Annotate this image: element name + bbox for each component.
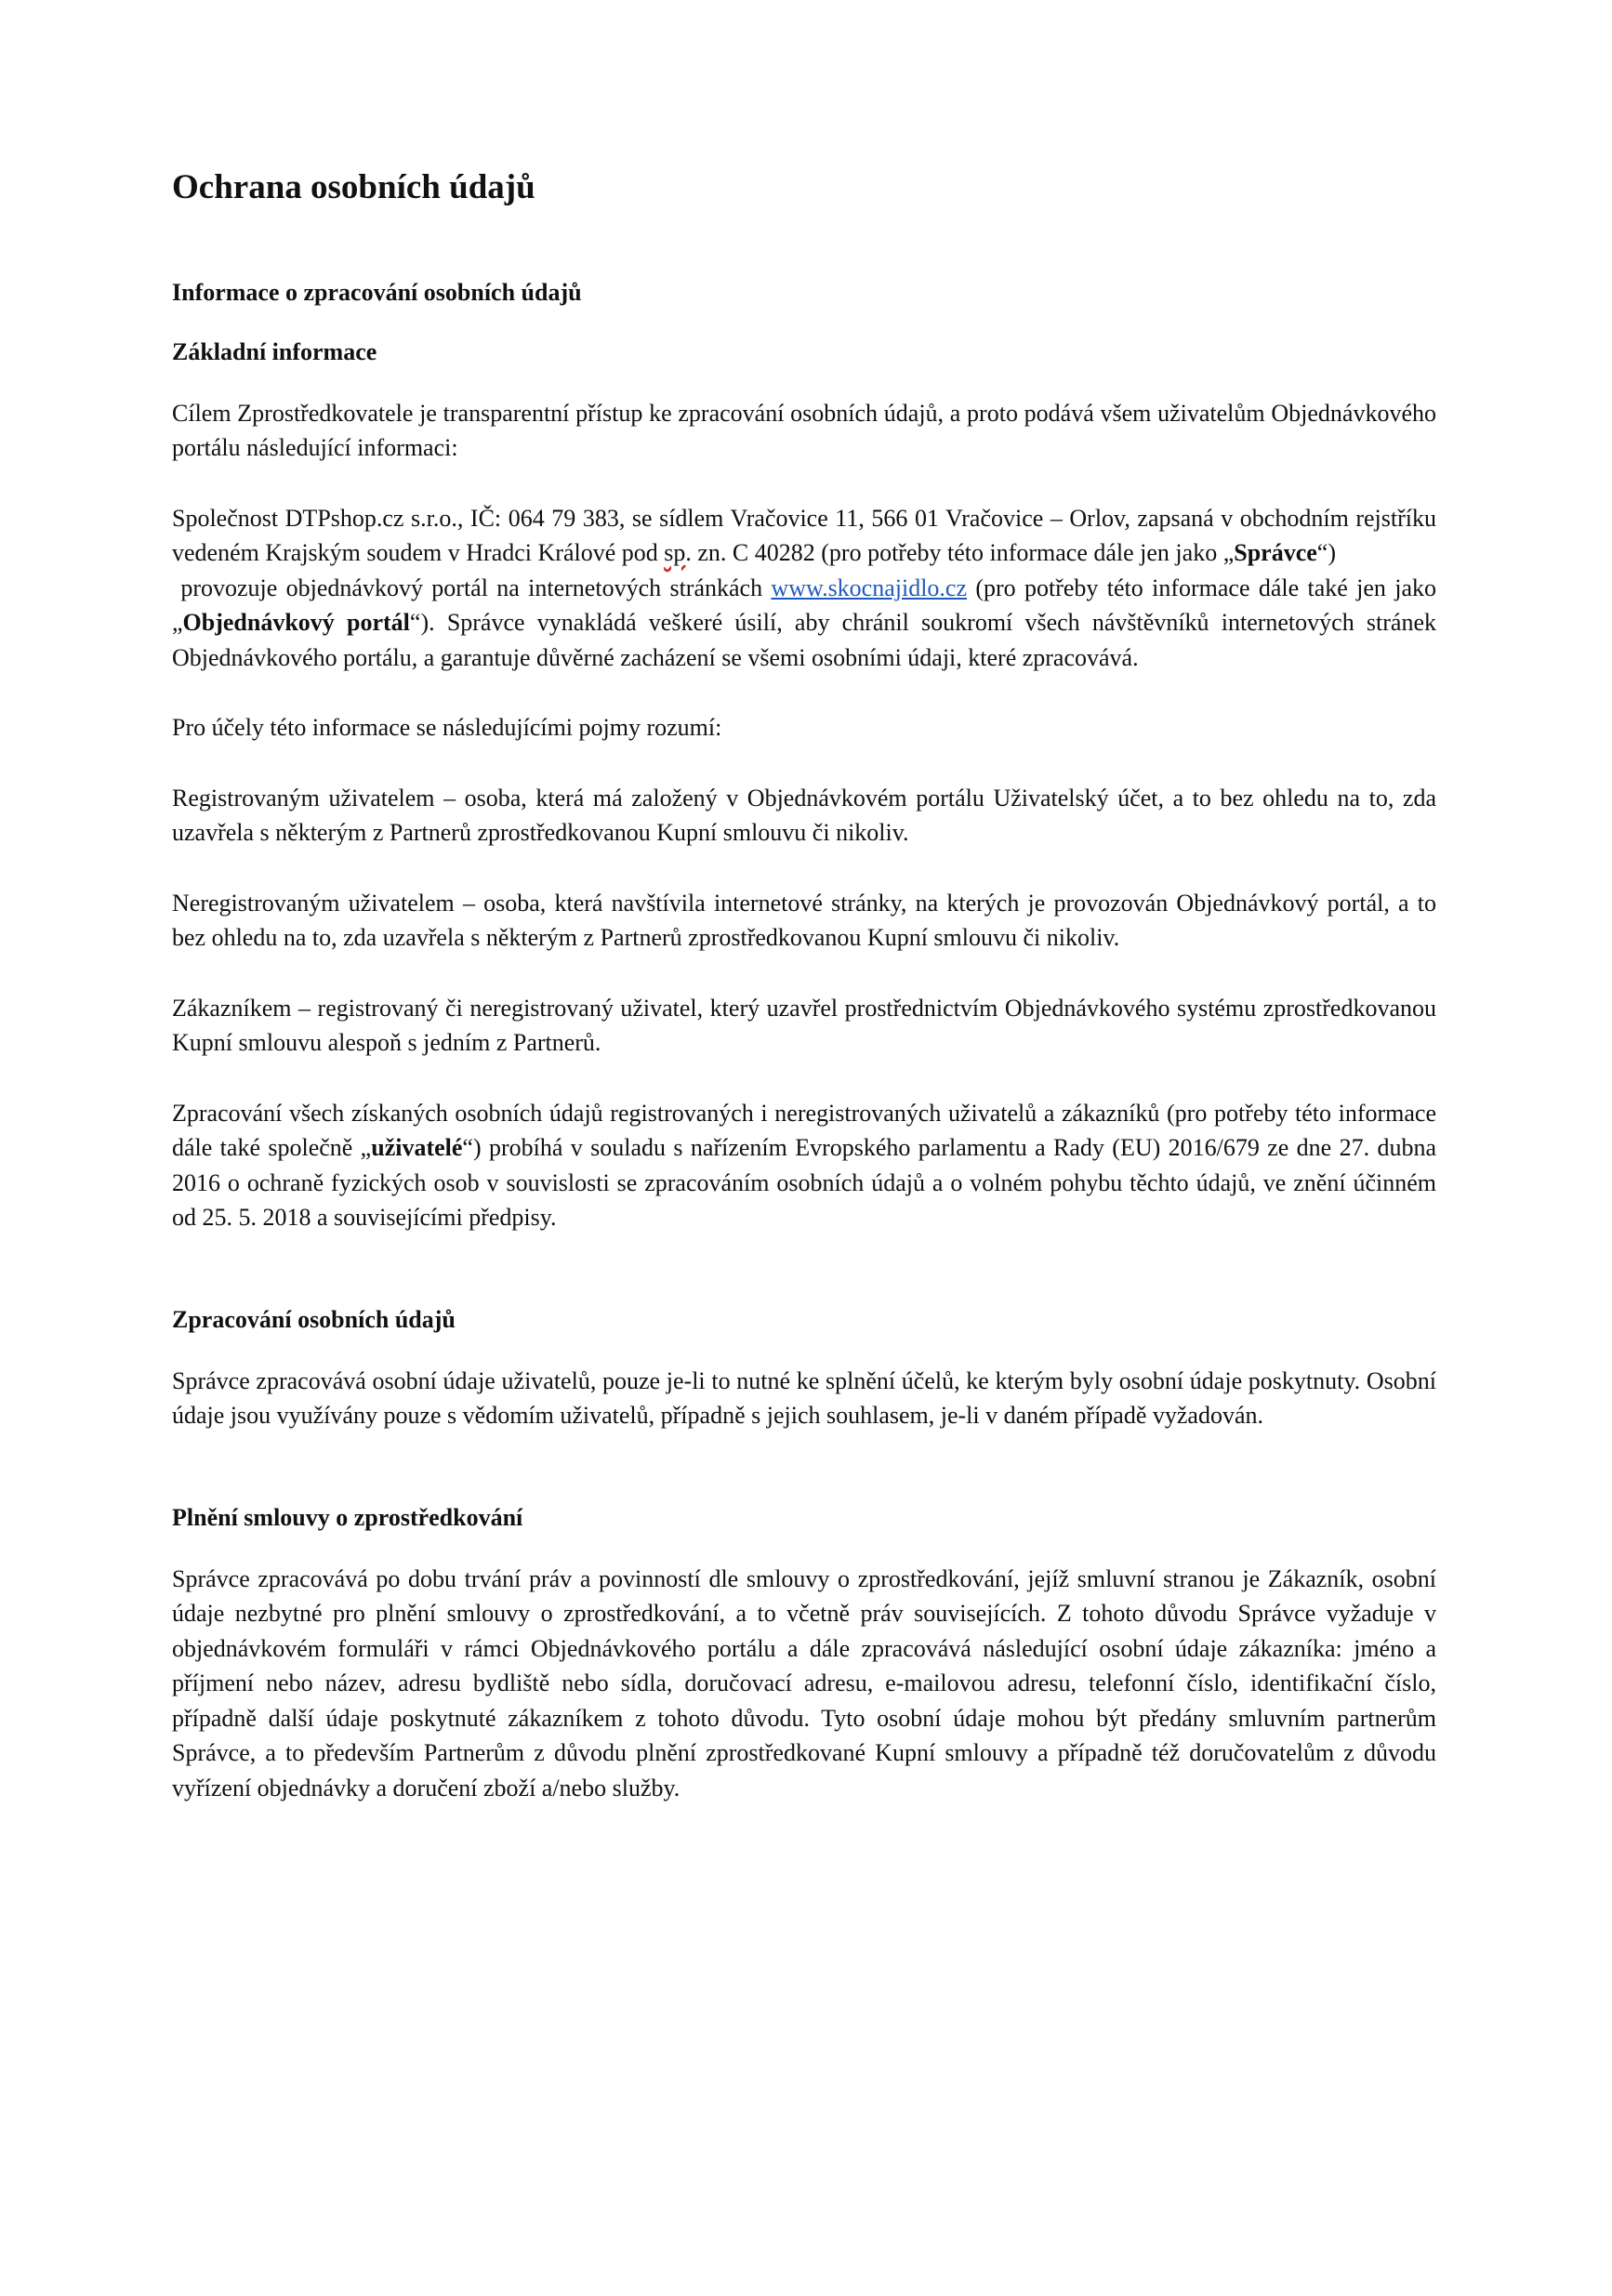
terms-intro-paragraph: Pro účely této informace se následujícími pojmy rozumí:: [172, 714, 722, 742]
portal-paragraph: [172, 571, 1436, 676]
page-title: Ochrana osobních údajů: [172, 168, 535, 206]
definition-customer: Zákazníkem – registrovaný či neregistrovaný uživatel, který uzavřel prostřednictvím Objednávkového systému zprostředkovanou Kupní smlouvu alespoň s jedním z Partnerů.: [172, 994, 1436, 1057]
company-text-a: Společnost DTPshop.cz s.r.o., IČ: 064 79 383, se sídlem Vračovice 11, 566 01 Vračovice – Orlov, zapsaná v obchodním rejstříku vedeném Krajským soudem v Hradci Králové pod: [172, 504, 1436, 567]
portal-link[interactable]: www.skocnajidlo.cz: [771, 574, 968, 601]
definition-unregistered: Neregistrovaným uživatelem – osoba, která navštívila internetové stránky, na kterých je provozován Objednávkový portál, a to bez ohledu na to, zda uzavřela s některým z Partnerů zprostředkovanou Kupní smlouvu či nikoliv.: [172, 889, 1436, 952]
company-text-b: . zn. C 40282 (pro potřeby této informace dále jen jako „: [685, 539, 1235, 567]
term-spravce: Správce: [1234, 539, 1317, 567]
portal-text-c: “). Správce vynakládá veškeré úsilí, aby chránil soukromí všech návštěvníků internetových stránek Objednávkového portálu, a garantuje důvěrné zacházení se všemi osobními údaji, které zpracovává.: [172, 609, 1436, 671]
contract-paragraph: Správce zpracovává po dobu trvání práv a povinností dle smlouvy o zprostředkování, jejíž smluvní stranou je Zákazník, osobní údaje nezbytné pro plnění smlouvy o zprostředkování, a to včetně práv souvisejících. Z tohoto důvodu Správce vyžaduje v objednávkovém formuláři v rámci Objednávkového portálu a dále zpracovává následující osobní údaje zákazníka: jméno a příjmení nebo název, adresu bydliště nebo sídla, doručovací adresu, e-mailovou adresu, telefonní číslo, identifikační číslo, případně další údaje poskytnuté zákazníkem z tohoto důvodu. Tyto osobní údaje mohou být předány smluvním partnerům Správce, a to především Partnerům z důvodu plnění zprostředkované Kupní smlouvy a případně též doručovatelům z důvodu vyřízení objednávky a doručení zboží a/nebo služby.: [172, 1564, 1436, 1801]
term-uzivatele: uživatelé: [371, 1134, 463, 1162]
processing-all-paragraph: [172, 1096, 1436, 1235]
company-paragraph: [172, 501, 1436, 571]
spellcheck-word: sp: [664, 539, 686, 567]
contract-heading: Plnění smlouvy o zprostředkování: [172, 1503, 523, 1531]
company-text-c: “): [1316, 539, 1336, 567]
intro-paragraph: Cílem Zprostředkovatele je transparentní přístup ke zpracování osobních údajů, a proto podává všem uživatelům Objednávkového portálu následující informaci:: [172, 399, 1436, 462]
document-page: [172, 167, 1436, 1841]
portal-text-b: (pro potřeby této informace dále také jen jako „: [172, 574, 1436, 637]
term-objednavkovy-portal: Objednávkový portál: [182, 609, 410, 637]
portal-text-a: provozuje objednávkový portál na internetových stránkách: [180, 574, 772, 601]
processing-all-text-b: “) probíhá v souladu s nařízením Evropského parlamentu a Rady (EU) 2016/679 ze dne 27. dubna 2016 o ochraně fyzických osob v souvislosti se zpracováním osobních údajů a o volném pohybu těchto údajů, ve znění účinném od 25. 5. 2018 a souvisejícími předpisy.: [172, 1134, 1437, 1232]
processing-paragraph: Správce zpracovává osobní údaje uživatelů, pouze je-li to nutné ke splnění účelů, ke kterým byly osobní údaje poskytnuty. Osobní údaje jsou využívány pouze s vědomím uživatelů, případně s jejich souhlasem, je-li v daném případě vyžadován.: [172, 1366, 1436, 1430]
processing-all-text-a: Zpracování všech získaných osobních údajů registrovaných i neregistrovaných uživatelů a zákazníků (pro potřeby této informace dále také společně „: [172, 1099, 1436, 1162]
subtitle-heading: Informace o zpracování osobních údajů: [172, 279, 582, 307]
definition-registered: Registrovaným uživatelem – osoba, která má založený v Objednávkovém portálu Uživatelský účet, a to bez ohledu na to, zda uzavřela s některým z Partnerů zprostředkovanou Kupní smlouvu či nikoliv.: [172, 784, 1436, 847]
processing-heading: Zpracování osobních údajů: [172, 1305, 456, 1333]
basic-info-heading: Základní informace: [172, 338, 377, 366]
